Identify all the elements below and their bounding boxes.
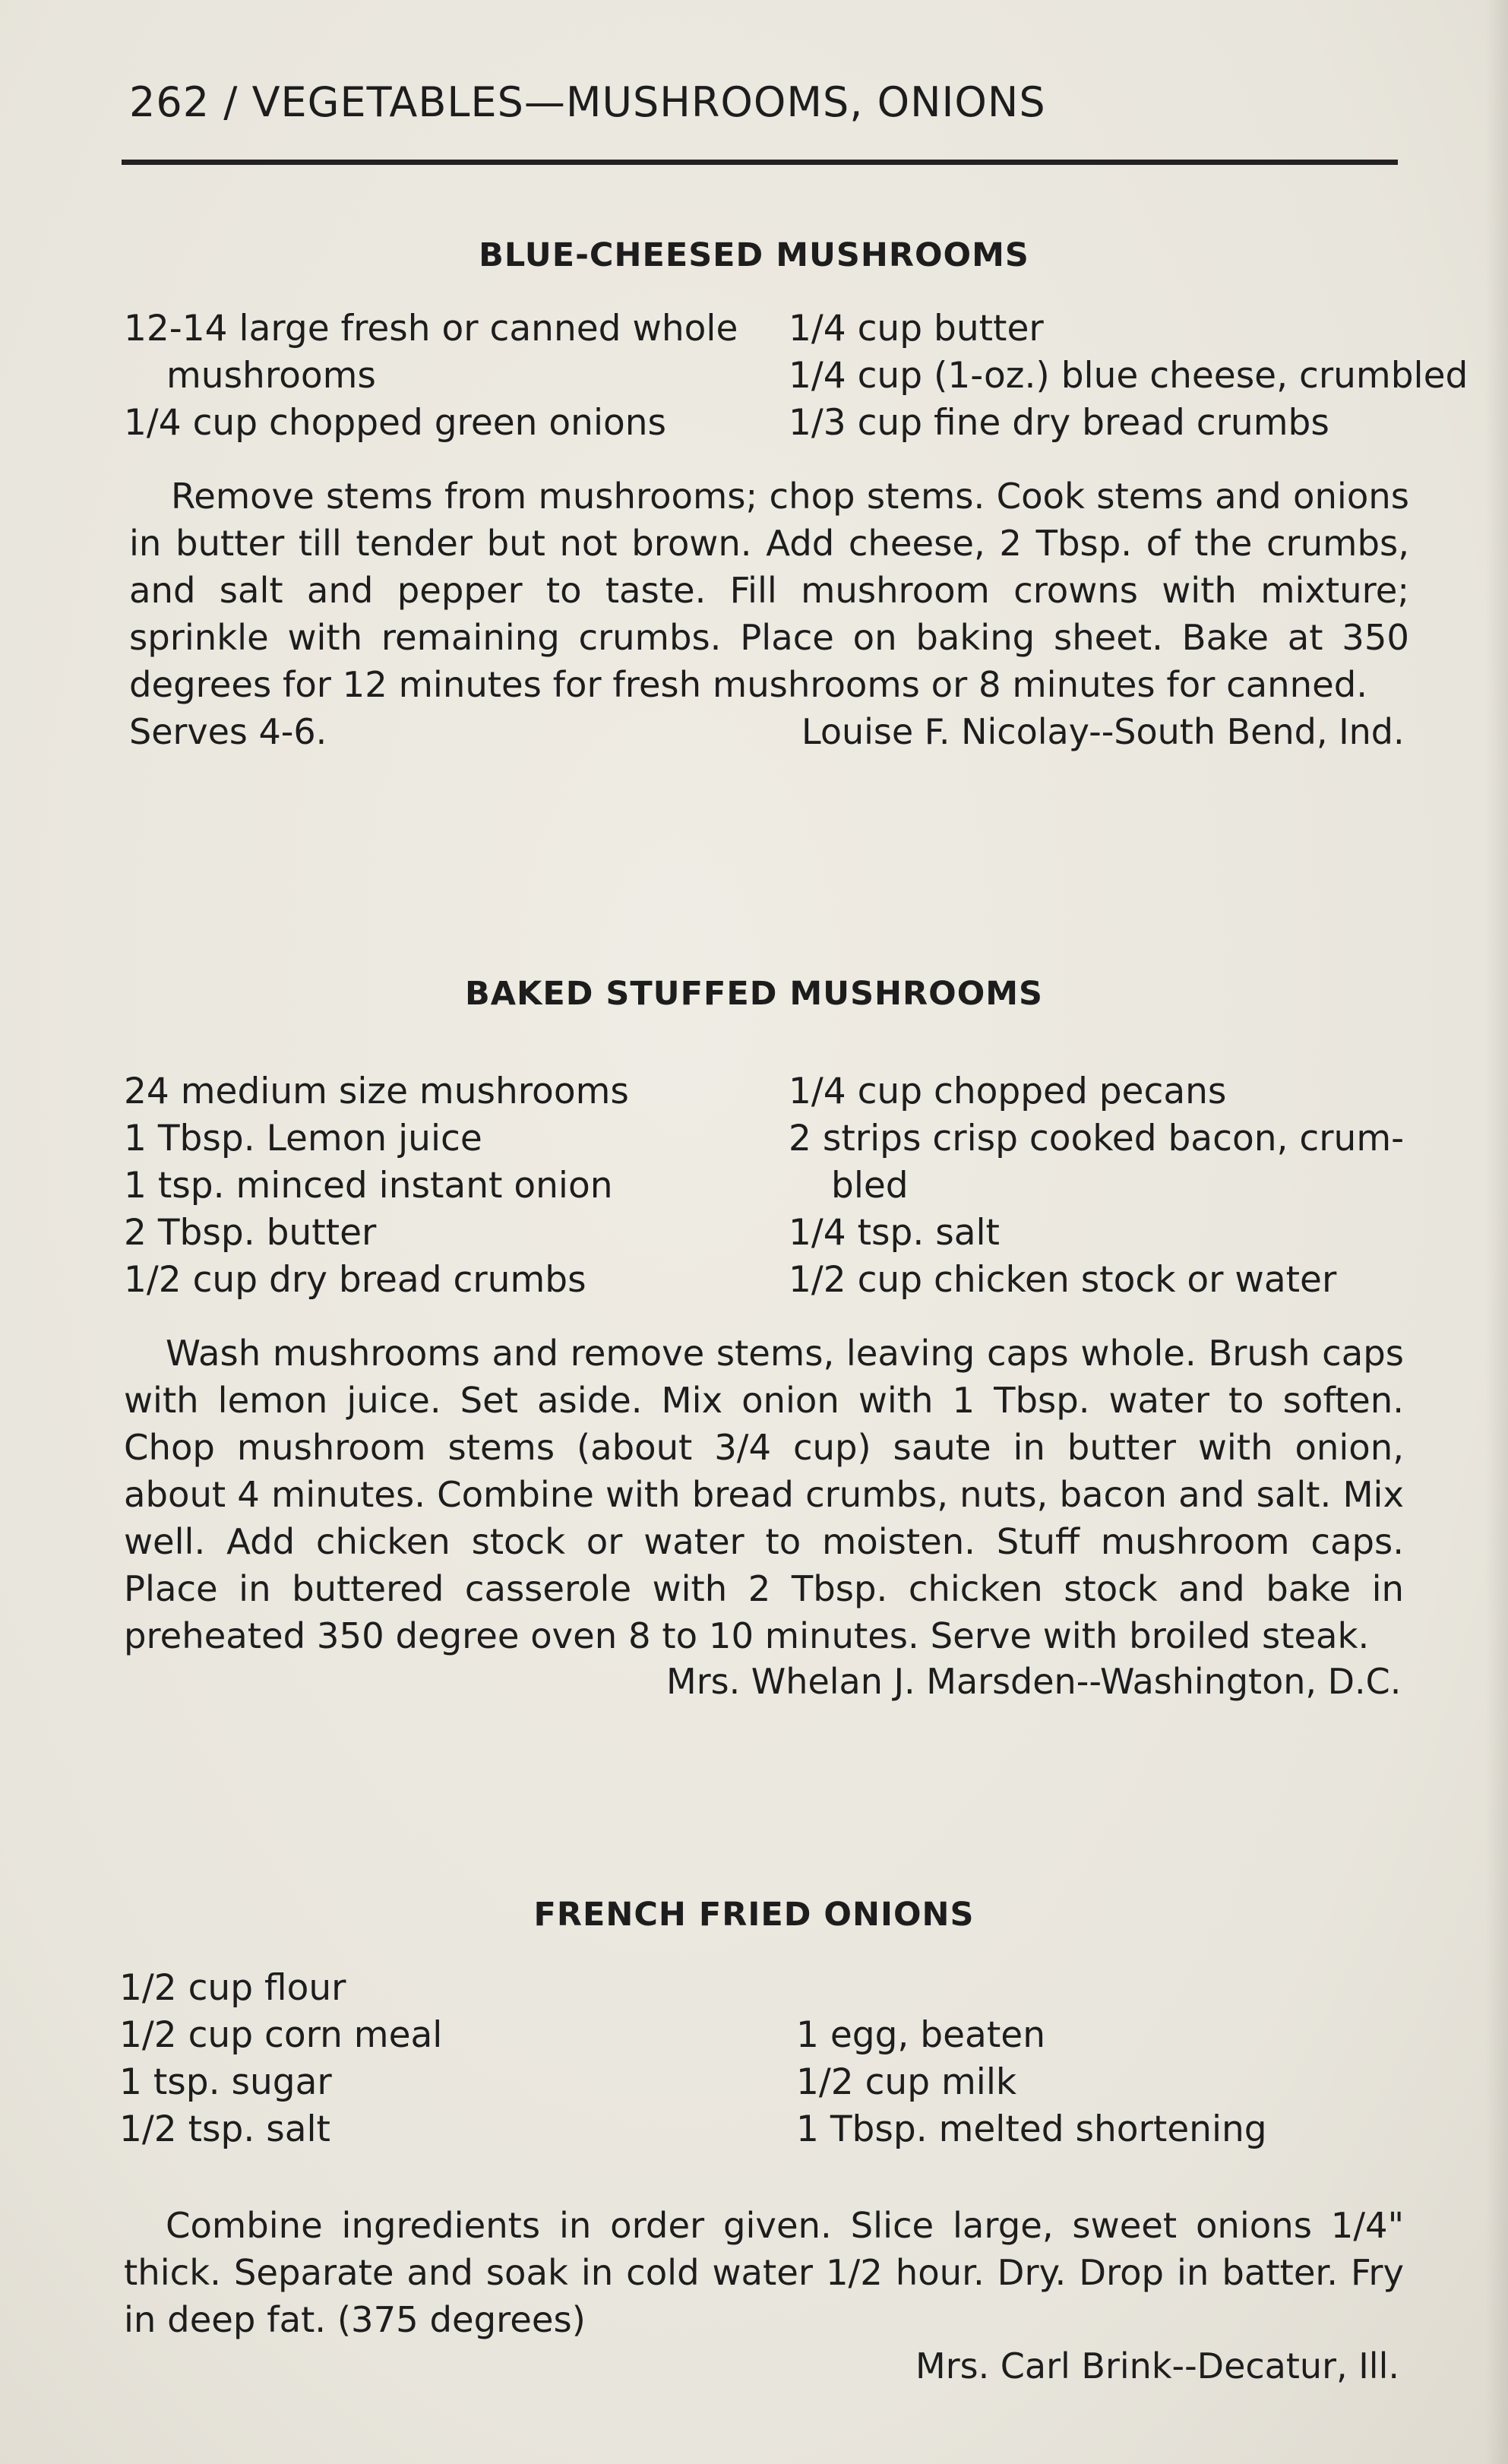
recipe-title: FRENCH FRIED ONIONS — [533, 1896, 975, 1934]
recipe-credit: Mrs. Carl Brink--Decatur, Ill. — [915, 2345, 1399, 2387]
ingredients-right — [789, 305, 1468, 447]
page-edge-shadow — [1485, 0, 1508, 2464]
recipe-title: BAKED STUFFED MUSHROOMS — [464, 975, 1044, 1013]
ingredient: 2 strips crisp cooked bacon, crum- — [789, 1118, 1405, 1159]
ingredient: bled — [831, 1165, 909, 1207]
ingredient: 1/4 cup chopped pecans — [789, 1071, 1227, 1112]
ingredient: 1 tsp. sugar — [119, 2061, 332, 2103]
header-rule — [122, 160, 1398, 165]
recipe-directions — [124, 1330, 1404, 1659]
recipe-credit: Mrs. Whelan J. Marsden--Washington, D.C. — [666, 1661, 1402, 1702]
ingredients-left — [124, 305, 738, 447]
directions-text: Wash mushrooms and remove stems, leaving caps whole. Brush caps with lemon juice. Set aside. Mix onion with 1 Tbsp. water to soften. Chop mushroom stems (about 3/4 cup) saute in butter with onion, about 4 minutes. Combine with bread crumbs, nuts, bacon and salt. Mix well. Add chicken stock or water to moisten. Stuff mushroom caps. Place in buttered casserole with 2 Tbsp. chicken stock and bake in preheated 350 degree oven 8 to 10 minutes. Serve with broiled steak. — [124, 1333, 1404, 1656]
ingredients-left — [124, 1068, 629, 1304]
directions-text: Combine ingredients in order given. Slice large, sweet onions 1/4" thick. Separate and soak in cold water 1/2 hour. Dry. Drop in batter. Fry in deep fat. (375 degrees) — [124, 2205, 1404, 2340]
directions-text: Remove stems from mushrooms; chop stems. Cook stems and onions in butter till tender but not brown. Add cheese, 2 Tbsp. of the crumbs, and salt and pepper to taste. Fill mushroom crowns with mixture; sprinkle with remaining crumbs. Place on baking sheet. Bake at 350 degrees for 12 minutes for fresh mushrooms or 8 minutes for canned. — [129, 476, 1409, 705]
ingredients-right — [789, 1068, 1404, 1304]
ingredient: 1/4 cup butter — [789, 308, 1044, 350]
ingredient: 1/2 cup flour — [119, 1967, 346, 2009]
ingredient: 1/2 cup chicken stock or water — [789, 1259, 1337, 1301]
ingredient: 1 tsp. minced instant onion — [124, 1165, 613, 1207]
ingredients-left — [119, 1965, 442, 2153]
ingredient: 1 Tbsp. melted shortening — [796, 2108, 1267, 2150]
ingredient: 24 medium size mushrooms — [124, 1071, 629, 1112]
ingredient: 1/2 tsp. salt — [119, 2108, 330, 2150]
serves-text: Serves 4-6. — [129, 711, 327, 752]
ingredient: 1/2 cup milk — [796, 2061, 1017, 2103]
ingredient: mushrooms — [166, 355, 376, 397]
ingredient: 12-14 large fresh or canned whole — [124, 308, 738, 350]
recipe-title: BLUE-CHEESED MUSHROOMS — [479, 236, 1029, 274]
ingredient: 1/4 tsp. salt — [789, 1212, 1000, 1254]
ingredient: 2 Tbsp. butter — [124, 1212, 377, 1254]
ingredient: 1/4 cup chopped green onions — [124, 402, 667, 444]
ingredient: 1/4 cup (1-oz.) blue cheese, crumbled — [789, 355, 1468, 397]
ingredient: 1/3 cup fine dry bread crumbs — [789, 402, 1329, 444]
ingredient: 1/2 cup corn meal — [119, 2014, 443, 2056]
page-header: 262 / VEGETABLES—MUSHROOMS, ONIONS — [129, 78, 1046, 126]
recipe-directions — [129, 473, 1409, 708]
recipe-directions — [124, 2202, 1404, 2343]
recipe-credit: Louise F. Nicolay--South Bend, Ind. — [801, 711, 1405, 752]
ingredient: 1 egg, beaten — [796, 2014, 1045, 2056]
ingredients-right — [796, 2012, 1267, 2153]
ingredient: 1 Tbsp. Lemon juice — [124, 1118, 482, 1159]
ingredient: 1/2 cup dry bread crumbs — [124, 1259, 586, 1301]
